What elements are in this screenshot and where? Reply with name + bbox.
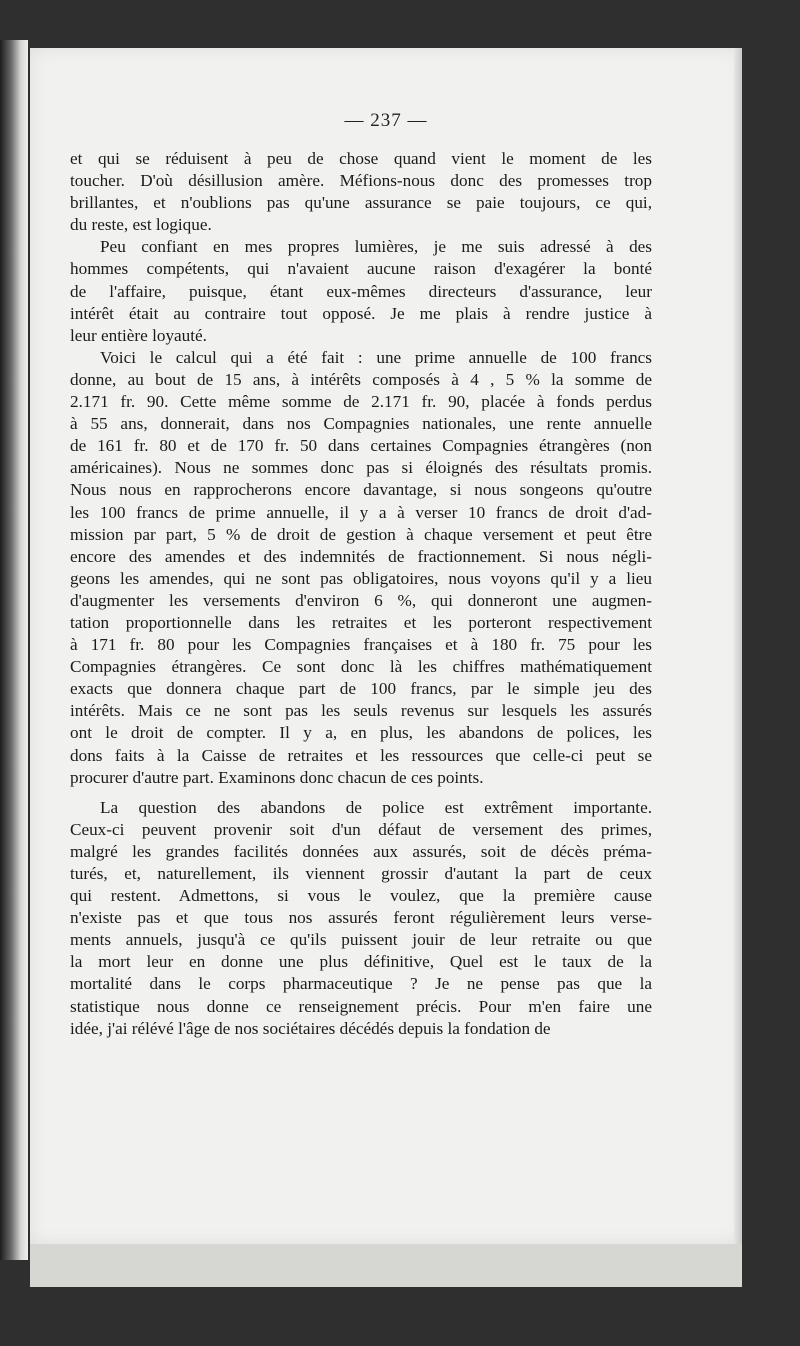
text-line: Peu confiant en mes propres lumières, je me suis adressé à des (100, 237, 652, 257)
text-line: geons les amendes, qui ne sont pas obligatoires, nous voyons qu'il y a lieu (70, 568, 652, 588)
text-line: intérêt était au contraire tout opposé. Je me plais à rendre justice à (70, 303, 652, 323)
text-line: procurer d'autre part. Examinons donc chacun de ces points. (70, 767, 484, 787)
text-line: statistique nous donne ce renseignement précis. Pour m'en faire une (70, 996, 652, 1016)
text-line: à 171 fr. 80 pour les Compagnies françaises et à 180 fr. 75 pour les (70, 635, 652, 655)
text-line: hommes compétents, qui n'avaient aucune raison d'exagérer la bonté (70, 259, 652, 279)
text-line: ments annuels, jusqu'à ce qu'ils puissent jouir de leur retraite ou que (70, 930, 652, 950)
text-line: mission par part, 5 % de droit de gestion à chaque versement et peut être (70, 524, 652, 544)
text-line: qui restent. Admettons, si vous le voulez, que la première cause (70, 886, 652, 906)
text-line: de 161 fr. 80 et de 170 fr. 50 dans certaines Compagnies étrangères (non (70, 436, 652, 456)
text-line: encore des amendes et des indemnités de fractionnement. Si nous négli- (70, 546, 652, 566)
text-line: 2.171 fr. 90. Cette même somme de 2.171 fr. 90, placée à fonds perdus (70, 392, 652, 412)
text-line: La question des abandons de police est extrêment importante. (100, 797, 652, 817)
text-line: brillantes, et n'oublions pas qu'une assurance se paie toujours, ce qui, (70, 193, 652, 213)
text-line: du reste, est logique. (70, 215, 212, 235)
text-line: d'augmenter les versements d'environ 6 %, qui donneront une augmen- (70, 590, 652, 610)
text-line: américaines). Nous ne sommes donc pas si éloignés des résultats promis. (70, 458, 652, 478)
text-line: de l'affaire, puisque, étant eux-mêmes directeurs d'assurance, leur (70, 281, 652, 301)
body-text (70, 148, 652, 1040)
text-line: la mort leur en donne une plus définitive, Quel est le taux de la (70, 952, 652, 972)
text-line: n'existe pas et que tous nos assurés feront régulièrement leurs verse- (70, 908, 652, 928)
page-number: — 237 — (344, 110, 428, 131)
text-line: exacts que donnera chaque part de 100 francs, par le simple jeu des (70, 679, 652, 699)
paragraph (70, 797, 652, 1040)
text-line: Nous nous en rapprocherons encore davantage, si nous songeons qu'outre (70, 480, 652, 500)
text-line: à 55 ans, donnerait, dans nos Compagnies nationales, une rente annuelle (70, 414, 652, 434)
text-line: mortalité dans le corps pharmaceutique ? Je ne pense pas que la (70, 974, 652, 994)
text-line: malgré les grandes facilités données aux assurés, soit de décès préma- (70, 841, 652, 861)
paragraph (70, 347, 652, 789)
page-edge (734, 48, 742, 1244)
text-line: intérêts. Mais ce ne sont pas les seuls revenus sur lesquels les assurés (70, 701, 652, 721)
text-line: turés, et, naturellement, ils viennent grossir d'autant la part de ceux (70, 864, 652, 883)
text-line: Ceux-ci peuvent provenir soit d'un défaut de versement des primes, (70, 819, 652, 839)
text-line: toucher. D'où désillusion amère. Méfions-nous donc des promesses trop (70, 171, 652, 191)
text-line: donne, au bout de 15 ans, à intérêts composés à 4 , 5 % la somme de (70, 369, 652, 389)
text-line: idée, j'ai rélévé l'âge de nos sociétaires décédés depuis la fondation de (70, 1018, 551, 1038)
text-line: tation proportionnelle dans les retraites et les porteront respectivement (70, 612, 652, 632)
text-line: les 100 francs de prime annuelle, il y a à verser 10 francs de droit d'ad- (70, 502, 652, 522)
text-line: et qui se réduisent à peu de chose quand vient le moment de les (70, 149, 652, 168)
text-line: Compagnies étrangères. Ce sont donc là les chiffres mathématiquement (70, 657, 652, 677)
text-line: leur entière loyauté. (70, 325, 207, 345)
book-spine (0, 40, 28, 1260)
text-line: dons faits à la Caisse de retraites et les ressources que celle-ci peut se (70, 745, 652, 765)
text-line: Voici le calcul qui a été fait : une prime annuelle de 100 francs (100, 347, 652, 367)
underlying-page-edge (30, 1238, 742, 1287)
book-page (30, 48, 742, 1244)
text-line: ont le droit de compter. Il y a, en plus, les abandons de polices, les (70, 723, 652, 743)
paragraph (70, 236, 652, 346)
paragraph (70, 148, 652, 236)
